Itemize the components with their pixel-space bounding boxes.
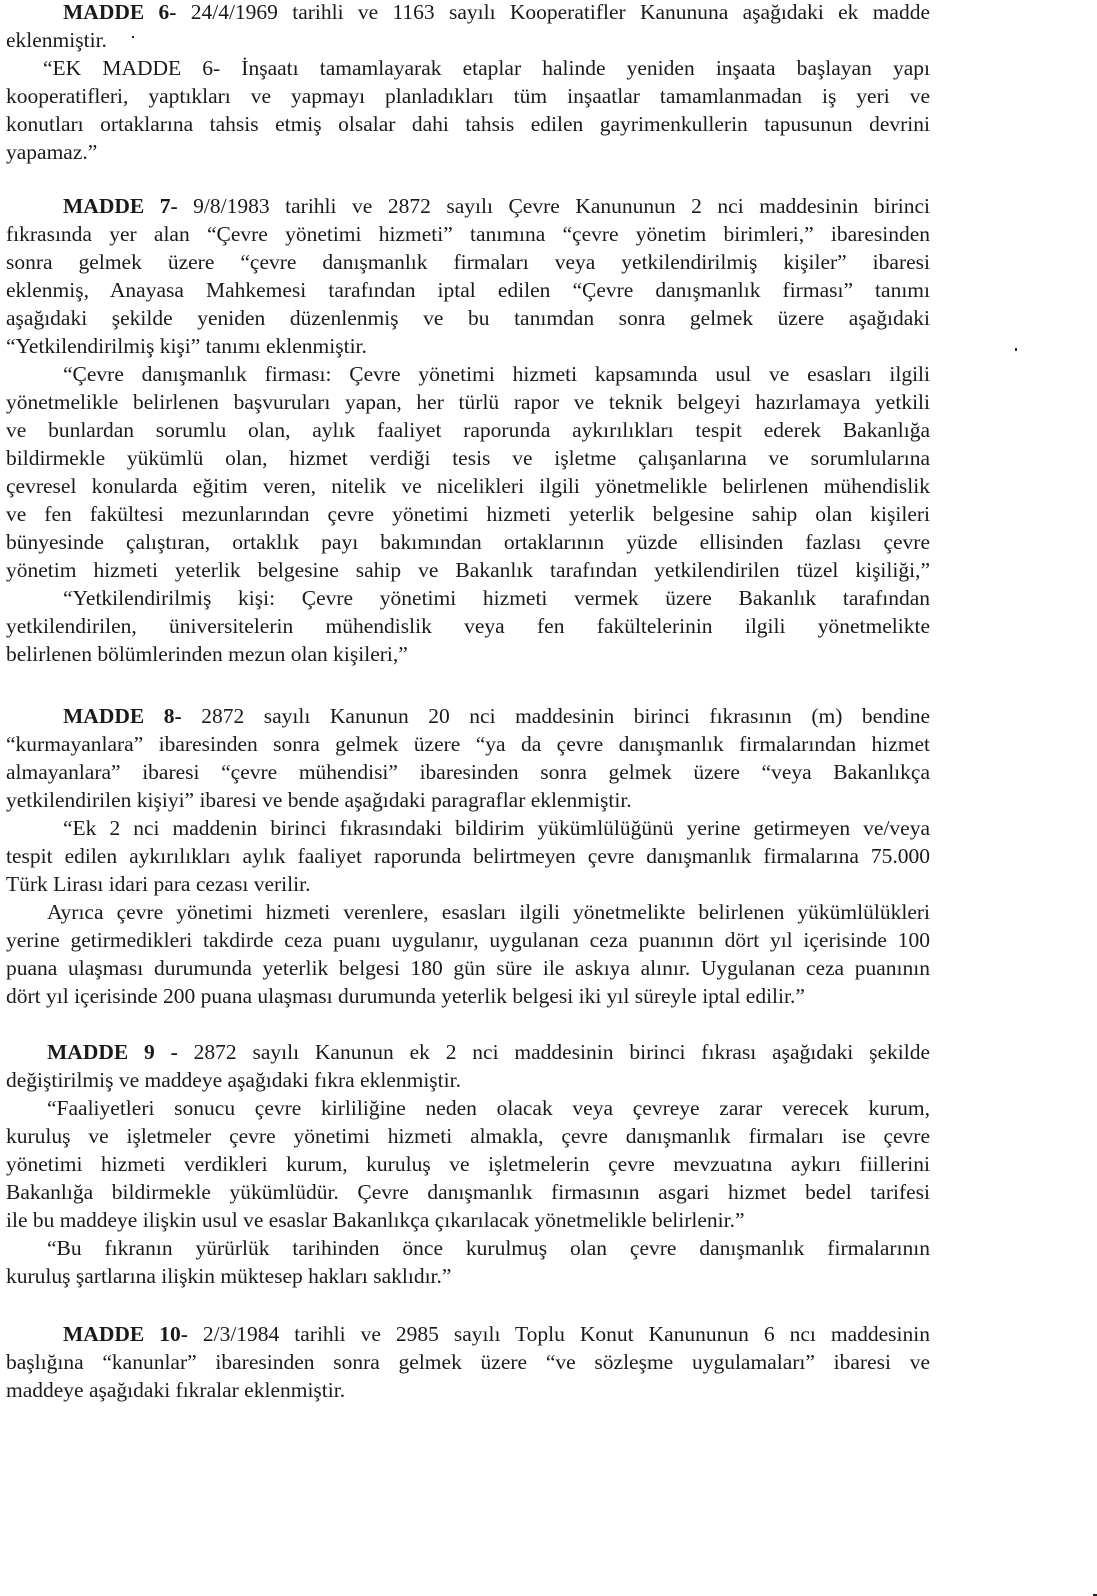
madde-9-label: MADDE 9 - xyxy=(47,1040,178,1064)
madde-10-line: başlığına “kanunlar” ibaresinden sonra gelmek üzere “ve sözleşme uygulamaları” ibaresi ve xyxy=(6,1350,930,1374)
madde-8-line: yetkilendirilen kişiyi” ibaresi ve bende aşağıdaki paragraflar eklenmiştir. xyxy=(6,788,632,812)
madde-9-line: Bakanlığa bildirmekle yükümlüdür. Çevre danışmanlık firmasının asgari hizmet bedel tarifesi xyxy=(6,1180,930,1204)
madde-6-line: MADDE 6- 24/4/1969 tarihli ve 1163 sayılı Kooperatifler Kanununa aşağıdaki ek madde xyxy=(63,0,931,24)
madde-7-line: eklenmiş, Anayasa Mahkemesi tarafından iptal edilen “Çevre danışmanlık firması” tanımı xyxy=(6,278,930,302)
madde-8-line: almayanlara” ibaresi “çevre mühendisi” ibaresinden sonra gelmek üzere “veya Bakanlıkça xyxy=(6,760,930,784)
madde-8-line: “Ek 2 nci maddenin birinci fıkrasındaki bildirim yükümlülüğünü yerine getirmeyen ve/veya xyxy=(63,816,930,840)
madde-7-line: ve fen fakültesi mezunlarından çevre yönetimi hizmeti yeterlik belgesine sahip olan kişileri xyxy=(6,502,930,526)
madde-10-line: MADDE 10- 2/3/1984 tarihli ve 2985 sayılı Toplu Konut Kanununun 6 ncı maddesinin xyxy=(63,1322,930,1346)
madde-7-line: yetkilendirilen, üniversitelerin mühendislik veya fen fakültelerinin ilgili yönetmelikte xyxy=(6,614,930,638)
madde-8-line: Ayrıca çevre yönetimi hizmeti verenlere, esasları ilgili yönetmelikte belirlenen yükümlülükleri xyxy=(47,900,930,924)
madde-9-line: MADDE 9 - 2872 sayılı Kanunun ek 2 nci maddesinin birinci fıkrası aşağıdaki şekilde xyxy=(47,1040,930,1064)
scan-speck xyxy=(132,36,134,38)
scan-speck xyxy=(1015,348,1017,351)
madde-6-line: eklenmiştir. xyxy=(6,28,107,52)
madde-7-line: fıkrasında yer alan “Çevre yönetimi hizmeti” tanımına “çevre yönetim birimleri,” ibaresinden xyxy=(6,222,930,246)
madde-6-line: konutları ortaklarına tahsis etmiş olsalar dahi tahsis edilen gayrimenkullerin tapusunun devrini xyxy=(6,112,930,136)
madde-7-line: yönetmelikle belirlenen başvuruları yapan, her türlü rapor ve teknik belgeyi hazırlamaya yetkili xyxy=(6,390,930,414)
madde-8-line: puana ulaşması durumunda yeterlik belgesi 180 gün süre ile askıya alınır. Uygulanan ceza puanının xyxy=(6,956,930,980)
madde-8-line: yerine getirmedikleri takdirde ceza puanı uygulanır, uygulanan ceza puanının dört yıl içerisinde 100 xyxy=(6,928,930,952)
madde-8-line: tespit edilen aykırılıkları aylık faaliyet raporunda belirtmeyen çevre danışmanlık firmalarına 75.000 xyxy=(6,844,930,868)
madde-7-line: belirlenen bölümlerinden mezun olan kişileri,” xyxy=(6,642,408,666)
madde-6-line: “EK MADDE 6- İnşaatı tamamlayarak etaplar halinde yeniden inşaata başlayan yapı xyxy=(43,56,930,80)
madde-9-line: “Bu fıkranın yürürlük tarihinden önce kurulmuş olan çevre danışmanlık firmalarının xyxy=(47,1236,930,1260)
madde-10-label: MADDE 10- xyxy=(63,1322,188,1346)
madde-10-line: maddeye aşağıdaki fıkralar eklenmiştir. xyxy=(6,1378,346,1402)
madde-9-line: “Faaliyetleri sonucu çevre kirliliğine neden olacak veya çevreye zarar verecek kurum, xyxy=(47,1096,930,1120)
madde-9-line: ile bu maddeye ilişkin usul ve esaslar Bakanlıkça çıkarılacak yönetmelikle belirlenir.” xyxy=(6,1208,745,1232)
madde-7-line: bünyesinde çalıştıran, ortaklık payı bakımından ortaklarının yüzde ellisinden fazlası çevre xyxy=(6,530,930,554)
madde-6-line: yapamaz.” xyxy=(6,140,98,164)
madde-8-line: “kurmayanlara” ibaresinden sonra gelmek üzere “ya da çevre danışmanlık firmalarından hizmet xyxy=(6,732,930,756)
madde-7-line: yönetim hizmeti yeterlik belgesine sahip ve Bakanlık tarafından yetkilendirilen tüzel kişiliği,” xyxy=(6,558,930,582)
madde-8-label: MADDE 8- xyxy=(63,704,182,728)
madde-7-line: aşağıdaki şekilde yeniden düzenlenmiş ve bu tanımdan sonra gelmek üzere aşağıdaki xyxy=(6,306,930,330)
madde-7-label: MADDE 7- xyxy=(63,194,178,218)
madde-8-line: dört yıl içerisinde 200 puana ulaşması durumunda yeterlik belgesi iki yıl süreyle iptal edilir.” xyxy=(6,984,805,1008)
madde-9-line: kuruluş şartlarına ilişkin müktesep hakları saklıdır.” xyxy=(6,1264,452,1288)
madde-7-line: ve bunlardan sorumlu olan, aylık faaliyet raporunda aykırılıkları tespit ederek Bakanlığa xyxy=(6,418,930,442)
madde-7-line: çevresel konularda eğitim veren, nitelik ve nicelikleri ilgili yönetmelikle belirlenen mühendislik xyxy=(6,474,930,498)
madde-7-line: “Çevre danışmanlık firması: Çevre yönetimi hizmeti kapsamında usul ve esasları ilgili xyxy=(63,362,930,386)
madde-7-line: sonra gelmek üzere “çevre danışmanlık firmaları veya yetkilendirilmiş kişiler” ibaresi xyxy=(6,250,930,274)
madde-8-line: MADDE 8- 2872 sayılı Kanunun 20 nci maddesinin birinci fıkrasının (m) bendine xyxy=(63,704,930,728)
madde-9-line: kuruluş ve işletmeler çevre yönetimi hizmeti almakla, çevre danışmanlık firmaları ise çevre xyxy=(6,1124,930,1148)
madde-6-label: MADDE 6- xyxy=(63,0,177,24)
madde-7-line: bildirmekle yükümlü olan, hizmet verdiği tesis ve işletme çalışanlarına ve sorumlularına xyxy=(6,446,930,470)
madde-6-line: kooperatifleri, yaptıkları ve yapmayı planladıkları tüm inşaatlar tamamlanmadan iş yeri ve xyxy=(6,84,930,108)
madde-9-line: yönetimi hizmeti verdikleri kurum, kuruluş ve işletmelerin çevre mevzuatına aykırı fiillerini xyxy=(6,1152,930,1176)
madde-8-line: Türk Lirası idari para cezası verilir. xyxy=(6,872,311,896)
madde-7-line: “Yetkilendirilmiş kişi: Çevre yönetimi hizmeti vermek üzere Bakanlık tarafından xyxy=(63,586,930,610)
madde-9-line: değiştirilmiş ve maddeye aşağıdaki fıkra eklenmiştir. xyxy=(6,1068,461,1092)
madde-7-line: MADDE 7- 9/8/1983 tarihli ve 2872 sayılı Çevre Kanununun 2 nci maddesinin birinci xyxy=(63,194,930,218)
madde-7-line: “Yetkilendirilmiş kişi” tanımı eklenmiştir. xyxy=(6,334,367,358)
